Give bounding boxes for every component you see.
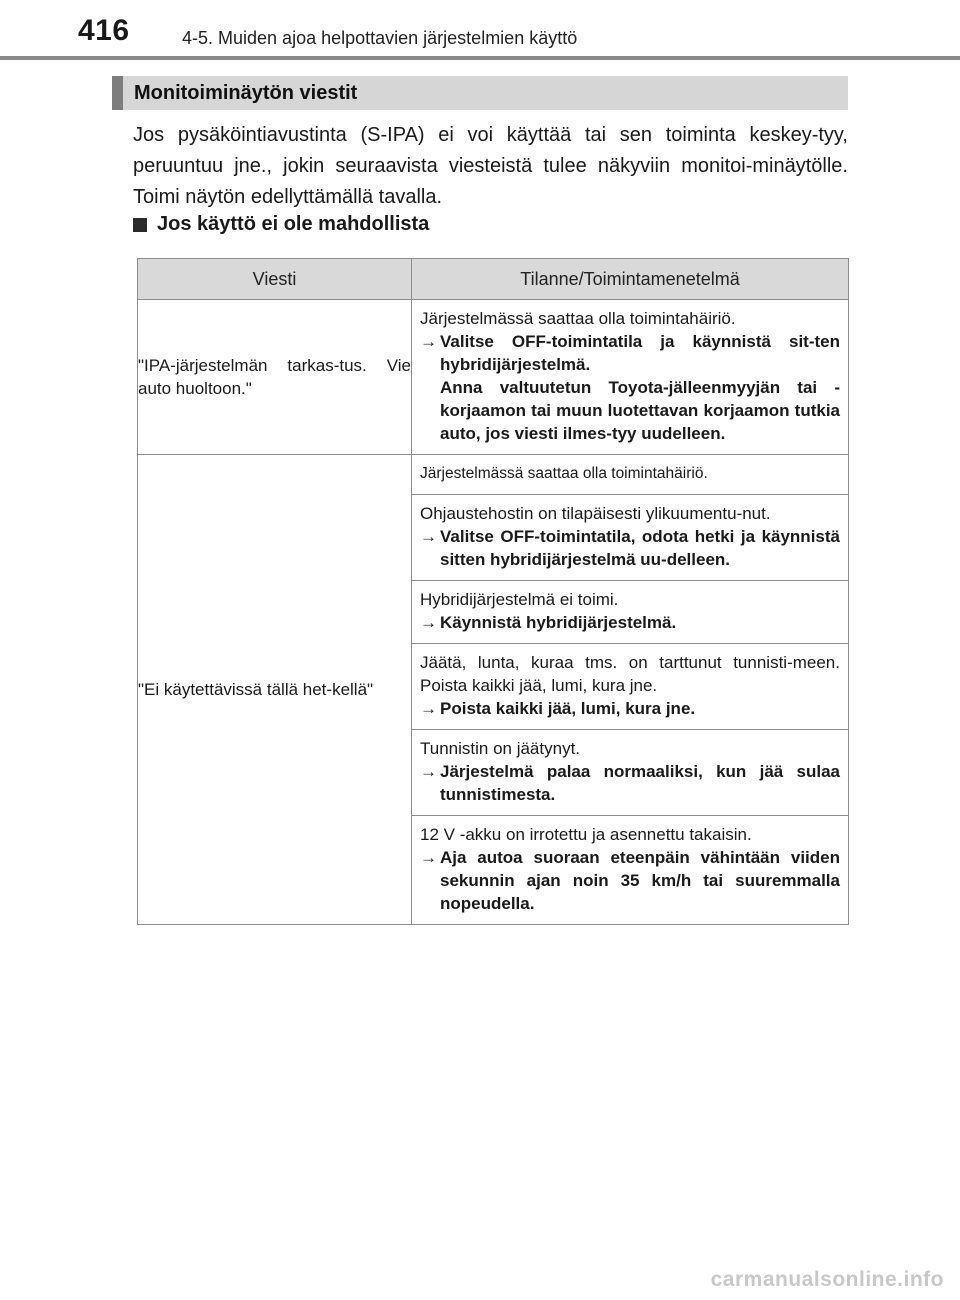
column-header-situation: Tilanne/Toimintamenetelmä bbox=[412, 259, 849, 300]
square-bullet-icon bbox=[133, 218, 147, 232]
action-text: Aja autoa suoraan eteenpäin vähintään viiden sekunnin ajan noin 35 km/h tai suuremmalla nopeudella. bbox=[440, 848, 840, 913]
condition-text: Ohjaustehostin on tilapäisesti ylikuumentu-nut. bbox=[420, 504, 771, 523]
section-title: Monitoiminäytön viestit bbox=[134, 82, 358, 104]
situation-entry bbox=[412, 455, 848, 495]
action-text-2: Anna valtuutetun Toyota-jälleenmyyjän tai -korjaamon tai muun luotettavan korjaamon tutkia auto, jos viesti ilmes-tyy uudelleen. bbox=[440, 378, 840, 443]
condition-text: 12 V -akku on irrotettu ja asennettu takaisin. bbox=[420, 825, 752, 844]
action-line bbox=[420, 760, 840, 806]
table-header-row bbox=[138, 259, 849, 300]
arrow-icon: → bbox=[420, 527, 437, 546]
condition-text: Hybridijärjestelmä ei toimi. bbox=[420, 590, 619, 609]
column-header-message: Viesti bbox=[138, 259, 412, 300]
action-line bbox=[420, 525, 840, 571]
situation-entry bbox=[412, 730, 848, 816]
table-row bbox=[138, 455, 849, 925]
situation-cell bbox=[412, 455, 849, 925]
situation-cell bbox=[412, 300, 849, 455]
action-text: Valitse OFF-toimintatila ja käynnistä sit-ten hybridijärjestelmä. bbox=[440, 332, 840, 374]
action-text: Järjestelmä palaa normaaliksi, kun jää sulaa tunnistimesta. bbox=[440, 762, 840, 804]
arrow-icon: → bbox=[420, 613, 437, 632]
condition-text: Tunnistin on jäätynyt. bbox=[420, 739, 581, 758]
message-cell: "Ei käytettävissä tällä het-kellä" bbox=[138, 455, 412, 925]
arrow-icon: → bbox=[420, 332, 437, 351]
section-heading-box bbox=[112, 76, 848, 110]
header-divider bbox=[0, 56, 960, 60]
situation-entry bbox=[412, 581, 848, 644]
action-line bbox=[420, 611, 840, 634]
condition-text: Jäätä, lunta, kuraa tms. on tarttunut tunnisti-meen. Poista kaikki jää, lumi, kura jne. bbox=[420, 653, 840, 695]
arrow-icon: → bbox=[420, 699, 437, 718]
subheading-text: Jos käyttö ei ole mahdollista bbox=[157, 213, 430, 235]
messages-table bbox=[137, 258, 849, 925]
subheading bbox=[133, 213, 429, 236]
action-text: Valitse OFF-toimintatila, odota hetki ja käynnistä sitten hybridijärjestelmä uu-delleen. bbox=[440, 527, 840, 569]
situation-entry bbox=[412, 300, 848, 454]
page-header bbox=[0, 0, 960, 62]
condition-text: Järjestelmässä saattaa olla toimintahäiriö. bbox=[420, 309, 736, 328]
situation-entry bbox=[412, 495, 848, 581]
watermark: carmanualsonline.info bbox=[710, 1268, 944, 1291]
page-number: 416 bbox=[78, 14, 130, 47]
arrow-icon: → bbox=[420, 848, 437, 867]
message-cell: "IPA-järjestelmän tarkas-tus. Vie auto huoltoon." bbox=[138, 300, 412, 455]
action-line bbox=[420, 697, 840, 720]
situation-entry bbox=[412, 816, 848, 924]
arrow-icon: → bbox=[420, 762, 437, 781]
table-row bbox=[138, 300, 849, 455]
situation-entry bbox=[412, 644, 848, 730]
action-line bbox=[420, 846, 840, 915]
intro-paragraph: Jos pysäköintiavustinta (S-IPA) ei voi käyttää tai sen toiminta keskey-tyy, peruuntuu jne., jokin seuraavista viesteistä tulee näkyviin monitoi-minäytölle. Toimi näytön edellyttämällä tavalla. bbox=[133, 124, 848, 208]
section-heading-bar bbox=[112, 76, 123, 110]
condition-text: Järjestelmässä saattaa olla toimintahäiriö. bbox=[420, 465, 708, 482]
chapter-title: 4-5. Muiden ajoa helpottavien järjestelmien käyttö bbox=[182, 28, 578, 48]
action-line bbox=[420, 330, 840, 445]
action-text: Poista kaikki jää, lumi, kura jne. bbox=[440, 699, 696, 718]
action-text: Käynnistä hybridijärjestelmä. bbox=[440, 613, 677, 632]
